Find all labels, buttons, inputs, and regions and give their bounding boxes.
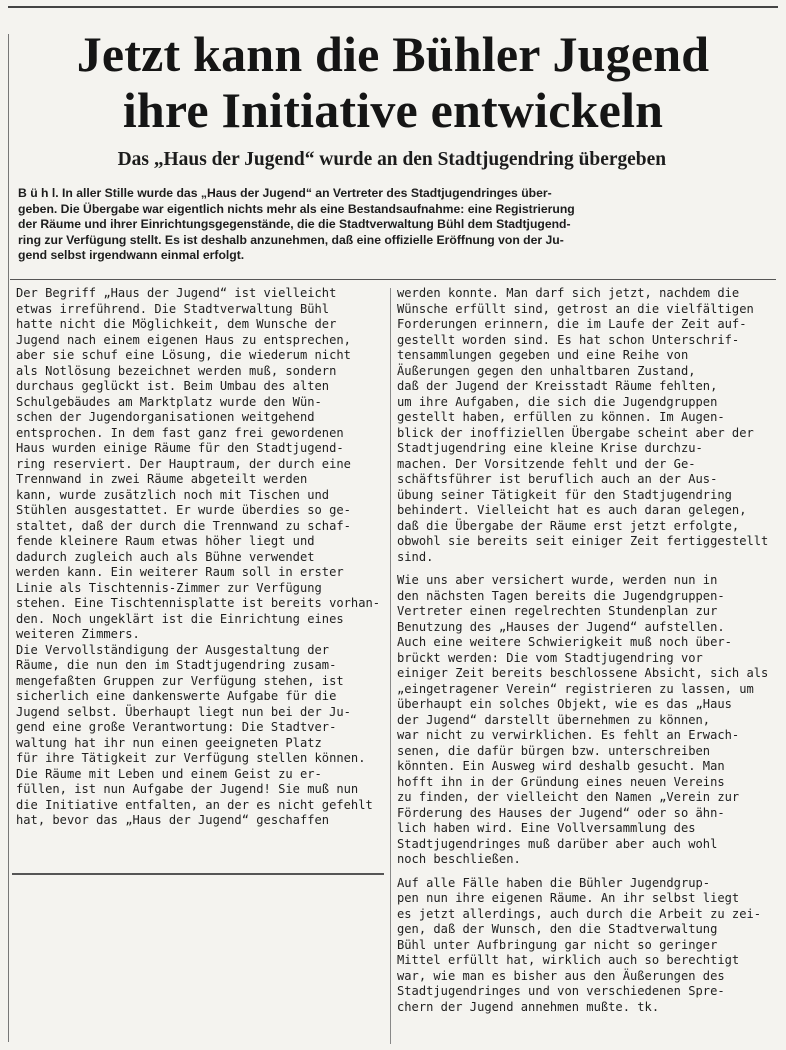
text-line: den nächsten Tagen bereits die Jugendgruppen- — [397, 588, 725, 603]
text-line: gestellt haben, erfüllen zu können. Im Augen- — [397, 410, 725, 424]
text-line: lich haben wird. Eine Vollversammlung des — [397, 821, 696, 835]
text-line: Mittel erfüllt hat, wirklich auch so berechtigt — [397, 953, 740, 967]
text-line: mengefaßten Gruppen zur Verfügung stehen, ist — [16, 673, 344, 688]
lead-divider — [10, 279, 776, 280]
subheadline: Das „Haus der Jugend“ wurde an den Stadtjugendring übergeben — [117, 149, 667, 170]
text-line: schäftsführer ist beruflich auch an der Aus- — [397, 472, 718, 486]
text-line: Linie als Tischtennis-Zimmer zur Verfügung — [16, 580, 322, 595]
text-line: hofft ihn in der Gründung eines neuen Vereins — [397, 774, 725, 789]
text-line: staltet, daß der durch die Trennwand zu schaf- — [16, 518, 351, 533]
text-line: daß der Jugend der Kreisstadt Räume fehlten, — [397, 379, 718, 393]
text-line: tensammlungen gegeben und eine Reihe von — [397, 348, 689, 362]
text-line: Vertreter einen regelrechten Stundenplan zur — [397, 604, 718, 618]
text-line: Räume, die nun den im Stadtjugendring zusam- — [16, 658, 337, 672]
lead-line: gend selbst irgendwann einmal erfolgt. — [18, 248, 245, 263]
text-line: Auf alle Fälle haben die Bühler Jugendgrup- — [397, 875, 711, 890]
text-line: gestellt worden sind. Es hat schon Unterschrif- — [397, 332, 740, 347]
text-line: füllen, ist nun Aufgabe der Jugend! Sie muß nun — [16, 782, 359, 796]
text-line: brückt werden: Die vom Stadtjugendring vor — [397, 650, 703, 665]
top-rule — [8, 6, 778, 8]
text-line: Äußerungen gegen den unhaltbaren Zustand, — [397, 363, 696, 378]
text-line: zu finden, der vielleicht den Namen „Verein zur — [397, 790, 740, 804]
text-line: Stadtjugendringes und von verschiedenen Spre- — [397, 984, 725, 998]
text-line: noch beschließen. — [397, 852, 521, 866]
text-line: Die Räume mit Leben und einem Geist zu er- — [16, 766, 322, 781]
text-line: den. Noch ungeklärt ist die Einrichtung eines — [16, 611, 344, 626]
left-column-end-rule — [12, 873, 384, 875]
lead-line: der Räume und ihrer Einrichtungsgegenstände, die die Stadtverwaltung Bühl dem Stadtjugend- — [18, 217, 571, 232]
text-line: etwas irreführend. Die Stadtverwaltung Bühl — [16, 301, 330, 316]
text-line: Der Begriff „Haus der Jugend“ ist vielleicht — [16, 286, 337, 300]
text-line: war, wie man es bisher aus den Äußerungen des — [397, 968, 725, 983]
text-line: Stühlen ausgestattet. Er wurde überdies so ge- — [16, 503, 351, 517]
text-line: war nicht zu verwirklichen. Es fehlt an Erwach- — [397, 728, 740, 742]
text-line: Stadtjugendring eine kleine Krise durchzu- — [397, 441, 703, 455]
text-line: einiger Zeit bereits beschlossene Absicht, sich als — [397, 666, 769, 680]
text-line: senen, die dafür bürgen bzw. unterschreiben — [397, 743, 711, 758]
text-line: Schulgebäudes am Marktplatz wurde den Wün- — [16, 394, 322, 409]
text-line: daß die Übergabe der Räume erst jetzt erfolgte, — [397, 518, 740, 533]
text-line: durchaus geglückt ist. Beim Umbau des alten — [16, 379, 330, 393]
text-line: Haus wurden einige Räume für den Stadtjugend- — [16, 441, 344, 455]
left-column — [16, 286, 386, 829]
text-line: machen. Der Vorsitzende fehlt und der Ge- — [397, 456, 696, 471]
text-line: waltung hat ihr nun einen geeigneten Platz — [16, 735, 322, 750]
text-line: hat, bevor das „Haus der Jugend“ geschaffen — [16, 813, 330, 827]
text-line: pen nun ihre eigenen Räume. An ihr selbst liegt — [397, 891, 740, 905]
text-line: Wünsche erfüllt sind, getrost an die vielfältigen — [397, 301, 754, 316]
text-line: chern der Jugend annehmen mußte. tk. — [397, 999, 660, 1014]
headline-line-1: Jetzt kann die Bühler Jugend — [76, 26, 710, 82]
column-divider — [390, 288, 391, 1044]
text-line: sind. — [397, 549, 434, 564]
text-line: um ihre Aufgaben, die sich die Jugendgruppen — [397, 394, 718, 409]
text-line: kann, wurde zusätzlich noch mit Tischen und — [16, 487, 330, 502]
text-line: fende kleinere Raum etwas höher liegt und — [16, 534, 315, 548]
text-line: ring reserviert. Der Hauptraum, der durch eine — [16, 456, 351, 471]
lead-paragraph — [18, 186, 770, 264]
text-line: Forderungen erinnern, die im Laufe der Zeit auf- — [397, 317, 747, 331]
text-line: Trennwand in zwei Räume abgeteilt werden — [16, 472, 308, 486]
text-line: der Jugend“ darstellt übernehmen zu können, — [397, 712, 711, 727]
lead-line: B ü h l. In aller Stille wurde das „Haus der Jugend“ an Vertreter des Stadtjugendringes über- — [18, 186, 552, 200]
text-line: Benutzung des „Hauses der Jugend“ aufstellen. — [397, 619, 725, 634]
headline — [12, 26, 774, 138]
text-line: überhaupt ein solches Objekt, wie es das „Haus — [397, 697, 732, 711]
text-line: es jetzt allerdings, auch durch die Arbeit zu zei- — [397, 906, 762, 921]
text-line: könnten. Ein Ausweg wird deshalb gesucht. Man — [397, 759, 725, 773]
text-line: Bühl unter Aufbringung gar nicht so geringer — [397, 937, 718, 952]
paragraph-gap — [397, 565, 777, 573]
text-line: Wie uns aber versichert wurde, werden nun in — [397, 573, 718, 587]
text-line: Stadtjugendringes muß darüber aber auch wohl — [397, 836, 718, 851]
lead-line: geben. Die Übergabe war eigentlich nichts mehr als eine Bestandsaufnahme: eine Registrierung — [18, 201, 575, 216]
text-line: entsprochen. In dem fast ganz frei gewordenen — [16, 425, 344, 440]
text-line: gend eine große Verantwortung: Die Stadtver- — [16, 720, 337, 734]
text-line: aber sie schuf eine Lösung, die wiederum nicht — [16, 348, 351, 362]
paragraph-gap — [397, 868, 777, 876]
text-line: Jugend selbst. Überhaupt liegt nun bei der Ju- — [16, 704, 351, 719]
lead-line: ring zur Verfügung stellt. Es ist deshalb anzunehmen, daß eine offizielle Eröffnung von der Ju- — [18, 232, 564, 247]
text-line: blick der inoffiziellen Übergabe scheint aber der — [397, 425, 754, 440]
right-column — [397, 286, 777, 1015]
text-line: Auch eine weitere Schwierigkeit muß noch über- — [397, 635, 732, 649]
text-line: dadurch zugleich auch als Bühne verwendet — [16, 549, 315, 564]
text-line: werden konnte. Man darf sich jetzt, nachdem die — [397, 286, 740, 300]
text-line: schen der Jugendorganisationen weitgehend — [16, 410, 315, 424]
text-line: werden kann. Ein weiterer Raum soll in erster — [16, 565, 344, 579]
text-line: Jugend nach einem eigenen Haus zu entsprechen, — [16, 332, 351, 347]
text-line: Förderung des Hauses der Jugend“ oder so ähn- — [397, 805, 725, 820]
text-line: die Initiative entfalten, an der es nicht gefehlt — [16, 797, 373, 812]
headline-line-2: ihre Initiative entwickeln — [122, 82, 664, 138]
text-line: übung seiner Tätigkeit für den Stadtjugendring — [397, 487, 732, 502]
text-line: obwohl sie bereits seit einiger Zeit fertiggestellt — [397, 534, 769, 548]
text-line: hatte nicht die Möglichkeit, dem Wunsche der — [16, 317, 337, 331]
text-line: sicherlich eine dankenswerte Aufgabe für die — [16, 689, 337, 703]
left-border-rule — [8, 34, 9, 1042]
text-line: stehen. Eine Tischtennisplatte ist bereits vorhan- — [16, 596, 381, 610]
text-line: weiteren Zimmers. — [16, 627, 140, 641]
text-line: behindert. Vielleicht hat es auch daran gelegen, — [397, 503, 747, 517]
text-line: gen, daß der Wunsch, den die Stadtverwaltung — [397, 922, 718, 936]
text-line: „eingetragener Verein“ registrieren zu lassen, um — [397, 681, 754, 696]
text-line: als Notlösung bezeichnet werden muß, sondern — [16, 363, 337, 378]
text-line: für ihre Tätigkeit zur Verfügung stellen können. — [16, 751, 366, 765]
text-line: Die Vervollständigung der Ausgestaltung der — [16, 642, 330, 657]
